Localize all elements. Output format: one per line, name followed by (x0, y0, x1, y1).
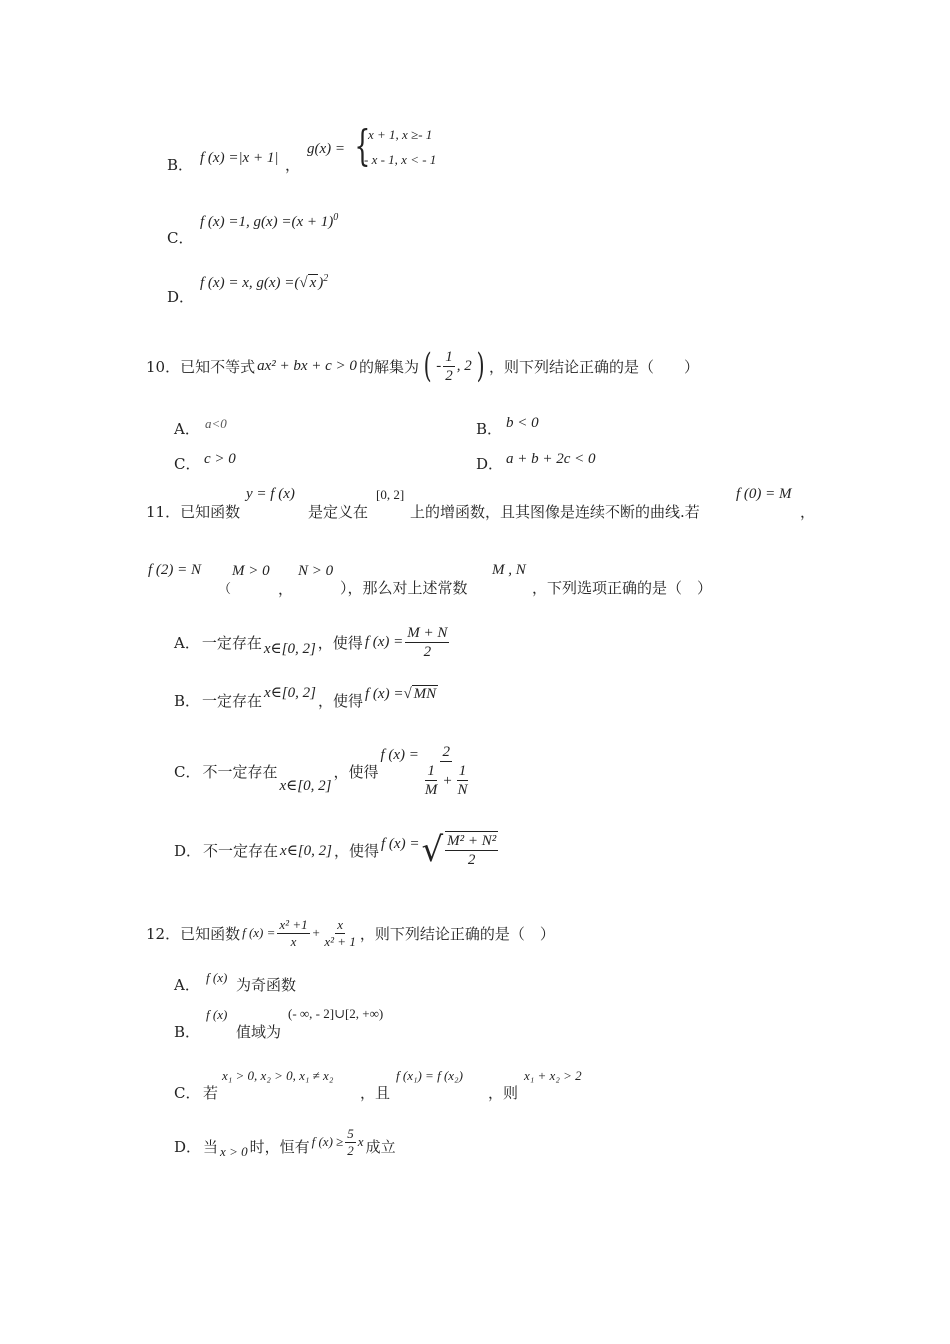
q9-option-b-sep: ， (285, 156, 301, 174)
q11-option-c-label: C． (174, 762, 201, 781)
q11-interval: [0, 2] (376, 487, 405, 502)
q11-option-b (174, 680, 438, 720)
q12-frac1: $\frac{\text{x² +1}}{x}$ (279, 916, 308, 949)
q11-option-b-mid: ，使得 (317, 691, 363, 710)
q11-stem-b: 是定义在 (308, 503, 369, 521)
q11-option-d (174, 826, 498, 874)
q11-f0: f (0) = M (736, 486, 792, 502)
q12-option-c-res: x₁ + x₂ > 2 (524, 1068, 582, 1083)
q11-option-a-x: x∈[0, 2] (263, 640, 316, 657)
q12-option-d-cond: x > 0 (220, 1144, 248, 1159)
q12-option-b-f: f (x) (206, 1007, 228, 1022)
q12-option-c-label: C． (174, 1084, 201, 1102)
q12-option-d-b: 时，恒有 (249, 1137, 310, 1156)
q10-option-a: a<0 (205, 416, 227, 431)
q10-option-c-label: C． (174, 455, 201, 473)
q12-option-d-a: 当 (203, 1137, 219, 1156)
q10-stem-a: 10．已知不等式 (146, 357, 256, 376)
q12-option-d-c: 成立 (365, 1137, 396, 1156)
q11-MN: M , N (492, 562, 526, 578)
q9-option-c-label: C． (167, 229, 194, 247)
q12-option-c-cond: x₁ > 0, x₂ > 0, x₁ ≠ x₂ (222, 1068, 334, 1083)
q11-option-b-f: f (x) =√ MN (365, 686, 437, 702)
q10-stem-b: 的解集为 (358, 357, 419, 376)
q11-option-c-mid: ，使得 (333, 762, 379, 781)
q10-left-paren: ( (423, 346, 432, 386)
q11-option-a-label: A． (174, 633, 200, 652)
q9-option-d-expr: f (x) = x, g(x) =(√ x )$^2$ (200, 273, 329, 291)
q12-frac2: $\frac{x}{\text{x² + 1}}$ (324, 916, 356, 949)
q12-option-a-label: A． (174, 976, 200, 994)
q11-option-b-text: 一定存在 (202, 691, 263, 710)
q11-stem-c: 上的增函数，且其图像是连续不断的曲线.若 (410, 503, 700, 521)
q11-M-positive: M > 0 (232, 563, 270, 579)
q11-option-a-f: f (x) = (364, 633, 404, 650)
q12-stem (146, 910, 555, 956)
q11-option-d-label: D． (174, 841, 202, 860)
q12-option-b-range: (- ∞, - 2]∪[2, +∞) (288, 1006, 384, 1021)
q9-option-b-label: B． (167, 156, 194, 174)
q12-option-c-c: ，则 (488, 1084, 519, 1102)
q10-option-b: b < 0 (506, 415, 539, 431)
q11-comma2: ， (278, 580, 294, 598)
q11-option-c-frac: 2 $\frac{1}{M}$ + $\frac{1}{N}$ (424, 744, 468, 798)
q11-stem-d: ），那么对上述常数 (340, 579, 468, 597)
q11-yfx: y = f (x) (246, 486, 295, 502)
q12-option-d-x: x (357, 1134, 364, 1149)
q9-option-b-case1: x + 1, x ≥- 1 (368, 127, 433, 142)
q11-option-d-text: 不一定存在 (203, 841, 279, 860)
q11-option-d-f: f (x) = (381, 835, 420, 852)
q12-option-c-a: 若 (203, 1084, 219, 1102)
q11-option-d-x: x∈[0, 2] (280, 842, 332, 859)
q12-option-a-f: f (x) (206, 970, 228, 985)
q10-inequality: ax² + bx + c > 0 (257, 357, 357, 374)
q12-option-a-text: 为奇函数 (236, 976, 297, 994)
q10-option-d: a + b + 2c < 0 (506, 451, 596, 467)
q11-option-d-mid: ，使得 (333, 841, 379, 860)
q10-stem (146, 336, 699, 396)
q11-option-c-f: f (x) = (380, 746, 419, 763)
q9-option-b-f: f (x) =|x + 1| (200, 150, 279, 166)
q12-option-d-label: D． (174, 1137, 202, 1156)
q12-option-b-label: B． (174, 1023, 201, 1041)
q11-option-c-text: 不一定存在 (202, 762, 278, 781)
q11-option-d-radical: √ (421, 830, 444, 870)
q10-option-a-label: A． (174, 420, 200, 438)
q11-option-a-mid: ，使得 (317, 633, 363, 652)
q11-option-a (174, 620, 449, 664)
q11-comma: ， (800, 503, 816, 521)
q11-lparen: （ (218, 582, 232, 597)
q12-plus: + (311, 925, 321, 940)
q12-option-c-b: ，且 (360, 1084, 391, 1102)
q10-interval-frac: $\frac{1}{2}$ (445, 348, 453, 384)
q10-interval-end: , 2 (456, 357, 472, 374)
q12-f: f (x) = (242, 925, 276, 940)
q11-option-d-frac: $\frac{\text{M² + N²}}{2}$ (447, 833, 497, 868)
q11-stem-a: 11．已知函数 (146, 503, 241, 521)
q12-option-d (174, 1124, 396, 1168)
q10-option-b-label: B． (476, 420, 503, 438)
q11-option-b-x: x∈[0, 2] (264, 684, 316, 701)
q9-option-b-g: g(x) = (307, 141, 346, 157)
q10-interval-minus: - (436, 357, 442, 374)
q9-option-b-brace: { (354, 121, 371, 170)
q12-option-c-eq: f (x₁) = f (x₂) (396, 1068, 463, 1083)
q12-option-d-frac: $\frac{5}{2}$ (347, 1125, 354, 1158)
q12-stem-b: ，则下列结论正确的是（ ） (359, 924, 555, 943)
q11-option-a-frac: $\frac{M + N}{2}$ (407, 624, 448, 660)
q11-option-c (174, 738, 472, 804)
q11-option-c-x: x∈[0, 2] (279, 777, 332, 794)
q9-option-c-expr: f (x) =1, $g(x) =(x + 1)^0$ (200, 212, 339, 230)
q11-N-positive: N > 0 (298, 563, 334, 579)
q12-option-d-f: f (x) ≥ (311, 1134, 344, 1149)
q10-option-c: c > 0 (204, 451, 236, 467)
q10-stem-c: ，则下列结论正确的是（ ） (488, 357, 699, 376)
q11-stem-e: ，下列选项正确的是（ ） (532, 579, 713, 597)
q9-option-b-case2: - x - 1, x < - 1 (364, 152, 437, 167)
q12-option-b-text: 值域为 (236, 1023, 282, 1041)
q9-option-d-label: D． (167, 288, 195, 306)
q10-option-d-label: D． (476, 455, 504, 473)
q12-stem-a: 12．已知函数 (146, 924, 241, 943)
q11-f2: f (2) = N (148, 562, 202, 578)
q11-option-a-text: 一定存在 (201, 633, 262, 652)
q10-right-paren: ) (476, 346, 485, 386)
q11-option-b-label: B． (174, 691, 201, 710)
